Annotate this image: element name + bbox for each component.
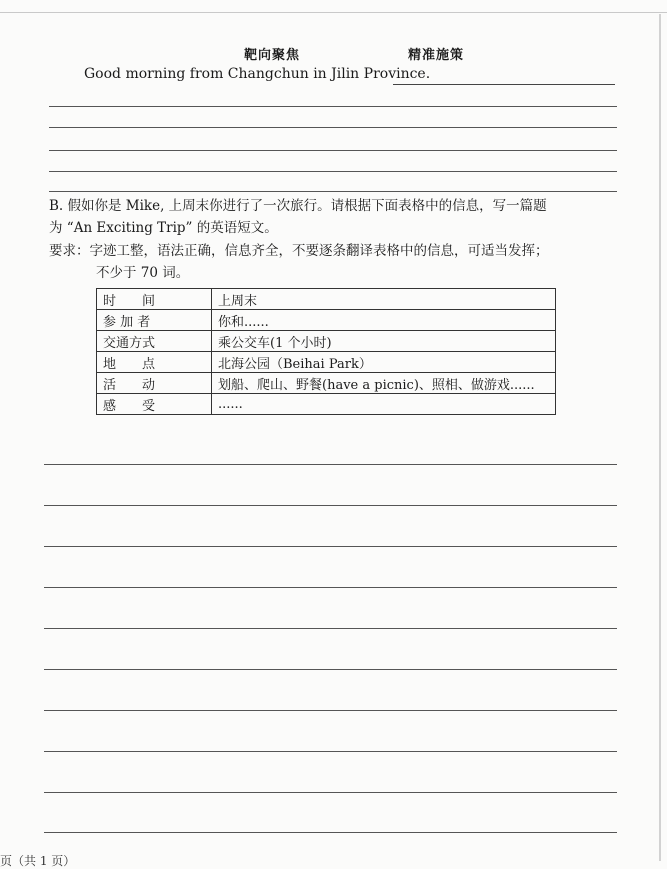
- row-label: 地 点: [97, 352, 212, 373]
- row-label: 交通方式: [97, 331, 212, 352]
- row-value: 你和......: [212, 310, 556, 331]
- row-label: 感 受: [97, 394, 212, 415]
- writing-line[interactable]: [44, 710, 617, 711]
- writing-line[interactable]: [49, 171, 617, 172]
- table-row: [97, 289, 556, 310]
- table-row: [97, 310, 556, 331]
- table-row: [97, 331, 556, 352]
- section-divider: [49, 191, 617, 192]
- info-table: [96, 288, 556, 415]
- writing-line[interactable]: [44, 832, 617, 833]
- writing-line[interactable]: [44, 505, 617, 506]
- row-value: 北海公园（Beihai Park）: [212, 352, 556, 373]
- writing-line[interactable]: [49, 127, 617, 128]
- row-value: 乘公交车(1 个小时): [212, 331, 556, 352]
- row-value: 划船、爬山、野餐(have a picnic)、照相、做游戏......: [212, 373, 556, 394]
- header-motto-right: 精准施策: [408, 48, 465, 63]
- table-row: [97, 394, 556, 415]
- top-border: [0, 12, 667, 13]
- writing-blank[interactable]: [393, 84, 615, 85]
- word-count-line: 不少于 70 词。: [96, 265, 190, 281]
- page-footer: 页（共 1 页）: [0, 854, 76, 868]
- writing-line[interactable]: [49, 150, 617, 151]
- writing-line[interactable]: [44, 792, 617, 793]
- writing-line[interactable]: [44, 669, 617, 670]
- header-motto-left: 靶向聚焦: [244, 48, 301, 63]
- row-label: 参 加 者: [97, 310, 212, 331]
- table-row: [97, 373, 556, 394]
- writing-line[interactable]: [44, 464, 617, 465]
- writing-line[interactable]: [44, 546, 617, 547]
- page-edge: [659, 14, 661, 861]
- opening-sentence: Good morning from Changchun in Jilin Province.: [84, 66, 431, 82]
- task-instruction-line: 为 “An Exciting Trip” 的英语短文。: [49, 220, 278, 236]
- row-value: 上周末: [212, 289, 556, 310]
- writing-line[interactable]: [44, 587, 617, 588]
- row-label: 活 动: [97, 373, 212, 394]
- task-instruction-line: B. 假如你是 Mike, 上周末你进行了一次旅行。请根据下面表格中的信息，写一篇题: [49, 198, 547, 214]
- requirements-line: 要求：字迹工整，语法正确，信息齐全，不要逐条翻译表格中的信息，可适当发挥；: [49, 243, 549, 259]
- table-row: [97, 352, 556, 373]
- row-value: ......: [212, 394, 556, 415]
- writing-line[interactable]: [44, 628, 617, 629]
- row-label: 时 间: [97, 289, 212, 310]
- writing-line[interactable]: [49, 106, 617, 107]
- writing-line[interactable]: [44, 751, 617, 752]
